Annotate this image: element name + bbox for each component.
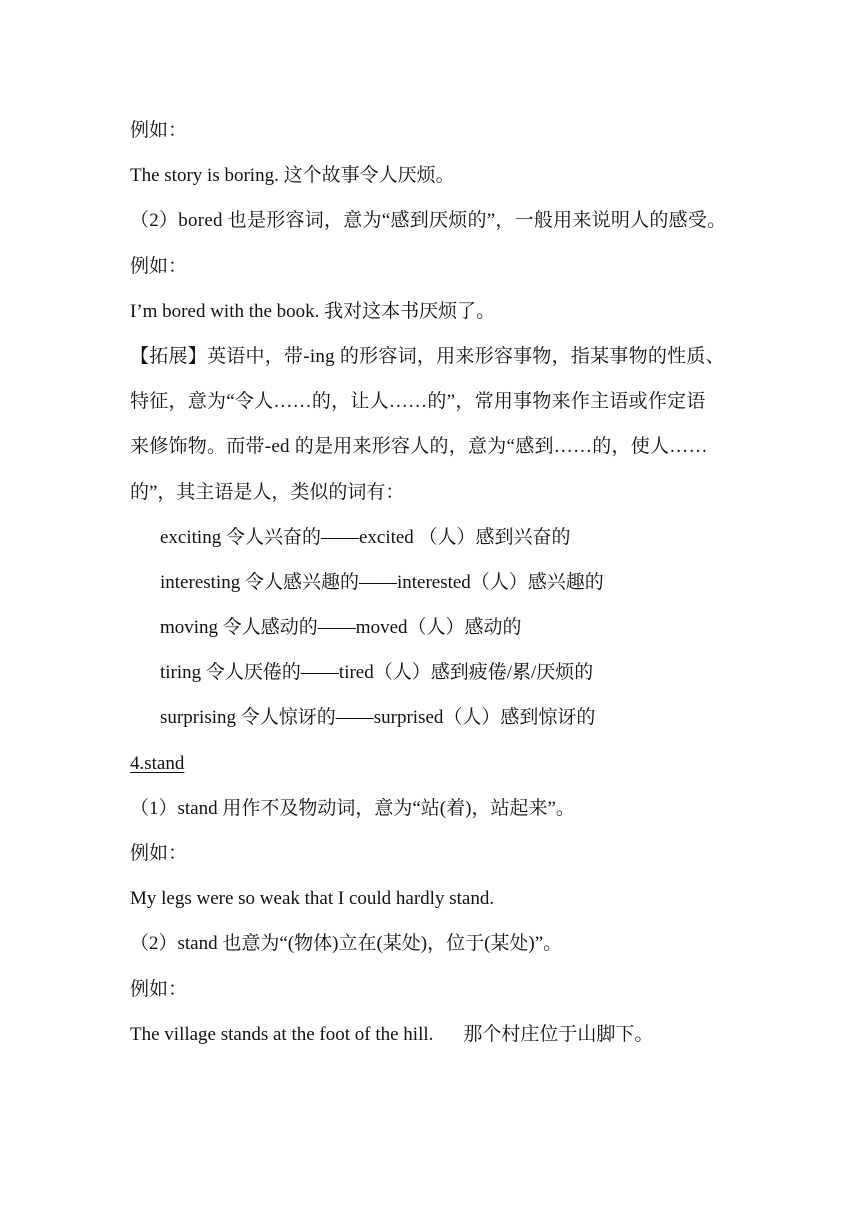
extension-paragraph-line: 的”，其主语是人，类似的词有：: [130, 481, 405, 503]
example-label: 例如：: [130, 978, 188, 1000]
extension-paragraph-line: 【拓展】英语中，带-ing 的形容词，用来形容事物，指某事物的性质、: [130, 345, 725, 367]
document-body: [130, 108, 742, 1057]
example-label: 例如：: [130, 255, 188, 277]
point-2-bored: （2）bored 也是形容词，意为“感到厌烦的”，一般用来说明人的感受。: [130, 210, 727, 232]
example-label: 例如：: [130, 843, 188, 864]
example-sentence-english: The village stands at the foot of the hill.: [130, 1023, 434, 1045]
example-sentence-bored: I’m bored with the book. 我对这本书厌烦了。: [130, 300, 496, 322]
extension-paragraph-line: 来修饰物。而带-ed 的是用来形容人的，意为“感到……的，使人……: [130, 436, 708, 458]
word-pair-item: tiring 令人厌倦的——tired（人）感到疲倦/累/厌烦的: [160, 662, 594, 684]
point-1-stand: （1）stand 用作不及物动词，意为“站(着)，站起来”。: [130, 797, 575, 819]
word-pair-item: interesting 令人感兴趣的——interested（人）感兴趣的: [160, 571, 604, 593]
section-heading-stand: [130, 741, 742, 786]
example-sentence-stand: My legs were so weak that I could hardly stand.: [130, 888, 495, 910]
extension-paragraph-line: 特征，意为“令人……的，让人……的”，常用事物来作主语或作定语: [130, 391, 706, 413]
example-label: 例如：: [130, 120, 188, 141]
section-heading-text: 4.stand: [130, 752, 185, 774]
word-pair-item: moving 令人感动的——moved（人）感动的: [160, 617, 522, 639]
word-pair-item: exciting 令人兴奋的——excited （人）感到兴奋的: [160, 526, 571, 548]
example-sentence-boring: The story is boring. 这个故事令人厌烦。: [130, 165, 455, 187]
word-pair-item: surprising 令人惊讶的——surprised（人）感到惊讶的: [160, 707, 596, 729]
example-sentence-village: [130, 1012, 742, 1057]
example-sentence-chinese: 那个村庄位于山脚下。: [463, 1023, 654, 1045]
point-2-stand: （2）stand 也意为“(物体)立在(某处)，位于(某处)”。: [130, 933, 563, 955]
